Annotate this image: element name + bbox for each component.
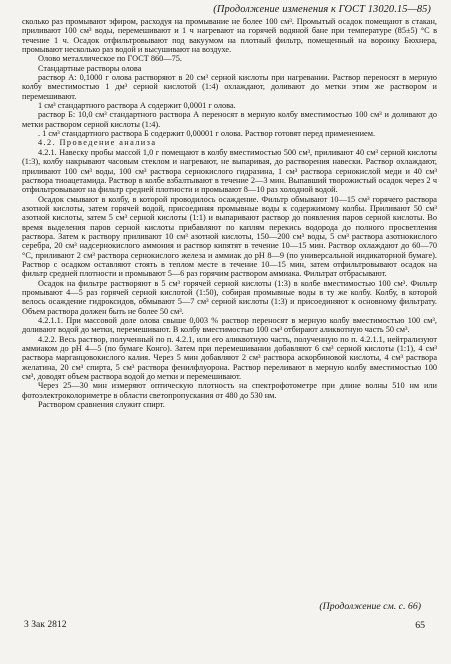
body-text <box>22 17 437 409</box>
paragraph: раствор Б: 10,0 см³ стандартного раствора А переносят в мерную колбу вместимостью 100 см³ и доливают до метки раствором серной кислоты (1:4). <box>22 110 437 129</box>
paragraph: Осадок смывают в колбу, в которой проводилось осаждение. Фильтр обмывают 10—15 см³ горячего раствора азотной кислоты, затем горячей водой, присоединяя промывные воды к содержимому колбы. Приливают 50 см³ азотной кислоты, затем 5 см³ серной кислоты (1:1) и выпаривают раствор до появления паров серной кислоты. Во время выделения паров серной кислоты прибавляют по каплям перекись водорода до полного просветления раствора. Затем к раствору приливают 10 см³ азотной кислоты, 150—200 см³ воды, 5 см³ раствора азотнокислого серебра, 20 см³ надсернокислого аммония и раствор кипятят в течение 10—15 мин. Раствор охлаждают до 60—70 °С, приливают 2 см³ раствора сернокислого железа и аммиак до pH 8—9 (по универсальной индикаторной бумаге). Раствор с осадком оставляют стоять в теплом месте в течение 10—15 мин, затем отфильтровывают осадок на фильтр средней плотности и промывают 5—6 раз горячим раствором аммиака. Фильтрат отбрасывают. <box>22 194 437 279</box>
paragraph: сколько раз промывают эфиром, расходуя на промывание не более 100 см³. Промытый осадок помещают в стакан, приливают 100 см³ воды, перемешивают и 1 ч нагревают на горячей водяной бане при температуре (85±5) °С в течение 1 ч. Осадок отфильтровывают под вакуумом на плотный фильтр, помещенный на воронку Бюхнера, промывают несколько раз водой и высушивают на воздухе. <box>22 17 437 55</box>
paragraph: Раствором сравнения служит спирт. <box>38 400 165 410</box>
paragraph: 4.2.2. Весь раствор, полученный по п. 4.2.1, или его аликвотную часть, полученную по п. 4.2.1.1, нейтрализуют аммиаком до pH 4—5 (по бумаге Конго). Затем при перемешивании добавляют 6 см³ серной кислоты (1:1), 4 см³ раствора марганцовокислого калия. Через 5 мин добавляют 2 см³ раствора аскорбиновой кислоты, 4 см³ раствора желатина, 20 см³ спирта, 5 см³ раствора фенилфлуорона. Раствор переливают в мерную колбу вместимостью 100 см³, доводят объем раствора водой до метки и перемешивают. <box>22 334 437 382</box>
paragraph: 4.2.1. Навеску пробы массой 1,0 г помещают в колбу вместимостью 500 см³, приливают 40 см³ серной кислоты (1:3), колбу накрывают часовым стеклом и нагревают, не выпаривая, до растворения навески. Раствор охлаждают, приливают 100 см³ воды, 100 см³ раствора сернокислого гидразина, 1 см³ раствора сернокислой меди и 40 см³ раствора тиоацетамида. Раствор в колбе взбалтывают в течение 2—3 мин. Выпавший творожистый осадок через 2 ч отфильтровывают на фильтр средней плотности и промывают 8—10 раз холодной водой. <box>22 147 437 195</box>
paragraph: Осадок на фильтре растворяют в 5 см³ горячей серной кислоты (1:3) в колбе вместимостью 100 см³. Фильтр промывают 4—5 раз горячей серной кислотой (1:50), собирая промывные воды в ту же колбу. Колбу, в которой велось осаждение гидроксидов, обмывают 5—7 см³ серной кислоты (1:3) и присоединяют к основному фильтрату. Объем раствора должен быть не более 50 см³. <box>22 278 437 316</box>
paragraph: Стандартные растворы олова <box>38 63 142 73</box>
paragraph: . 1 см³ стандартного раствора Б содержит 0,00001 г олова. Раствор готовят перед применением. <box>38 129 376 139</box>
paragraph: раствор А: 0,1000 г олова растворяют в 20 см³ серной кислоты при нагревании. Раствор переносят в мерную колбу вместимостью 1 дм³ серной кислотой (1:4) охлаждают, доливают до метки этим же раствором и перемешивают. <box>22 73 437 101</box>
print-mark: 3 Зак 2812 <box>24 619 67 630</box>
paragraph: Олово металлическое по ГОСТ 860—75. <box>38 54 182 64</box>
paragraph: 1 см³ стандартного раствора А содержит 0,0001 г олова. <box>38 101 236 111</box>
continuation-note: (Продолжение см. с. 66) <box>319 601 421 612</box>
paragraph: Через 25—30 мин измеряют оптическую плотность на спектрофотометре при длине волны 510 нм или фотоэлектроколориметре в области светопропускания от 480 до 530 нм. <box>22 381 437 400</box>
paragraph: 4.2.1.1. При массовой доле олова свыше 0,003 % раствор переносят в мерную колбу вместимостью 100 см³, доливают водой до метки, перемешивают. В колбу вместимостью 100 см³ отбирают аликвотную часть 50 см³. <box>22 316 437 335</box>
page-header: (Продолжение изменения к ГОСТ 13020.15—85) <box>213 4 431 15</box>
page-number: 65 <box>415 620 425 631</box>
paragraph: 4.2. Проведение анализа <box>38 138 157 148</box>
